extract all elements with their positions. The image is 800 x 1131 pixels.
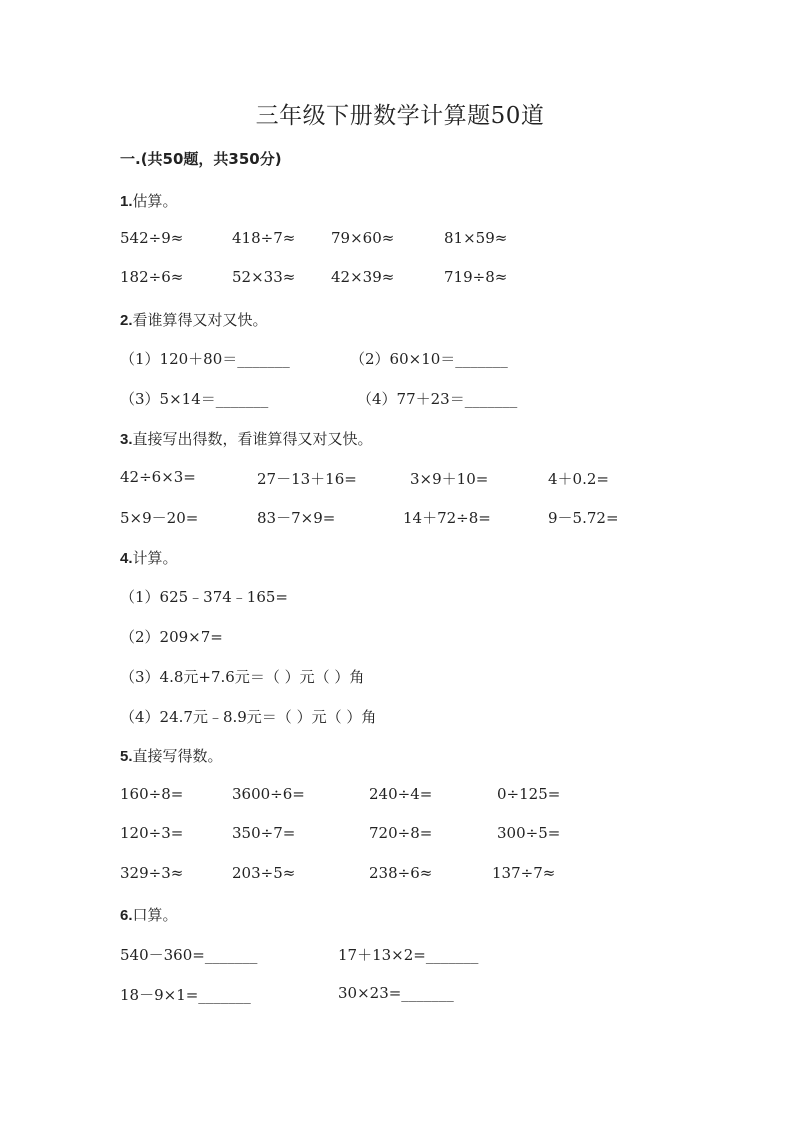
q1-item: 182÷6≈: [120, 268, 184, 286]
q5-item: 238÷6≈: [369, 864, 433, 882]
q4-item: （3）4.8元+7.6元＝（ ）元（ ）角: [120, 668, 365, 686]
question-number: 4.: [120, 550, 133, 567]
q3-item: 14＋72÷8=: [403, 509, 491, 527]
q6-item: 30×23=_______: [338, 984, 454, 1002]
question-6-heading: [120, 904, 178, 925]
q5-item: 720÷8=: [369, 824, 433, 842]
q3-item: 83－7×9=: [257, 509, 336, 527]
q6-item: 540－360=_______: [120, 946, 258, 964]
question-text: 直接写得数。: [132, 747, 223, 765]
q3-item: 4＋0.2=: [548, 470, 609, 488]
question-3-heading: [120, 428, 373, 449]
q4-item: （1）625﹣374﹣165=: [120, 588, 289, 606]
question-4-heading: [120, 547, 178, 568]
q5-item: 203÷5≈: [232, 864, 296, 882]
q1-item: 719÷8≈: [444, 268, 508, 286]
q5-item: 120÷3=: [120, 824, 184, 842]
q2-item: （3）5×14＝_______: [120, 390, 269, 408]
q4-item: （4）24.7元﹣8.9元＝（ ）元（ ）角: [120, 708, 377, 726]
question-text: 看谁算得又对又快。: [132, 311, 268, 329]
q3-item: 42÷6×3=: [120, 468, 196, 486]
question-2-heading: [120, 309, 268, 330]
question-number: 6.: [120, 907, 133, 924]
question-1-heading: [120, 190, 178, 211]
question-text: 计算。: [132, 549, 178, 567]
q1-item: 42×39≈: [331, 268, 395, 286]
q2-item: （1）120＋80＝_______: [120, 350, 290, 368]
q3-item: 9－5.72=: [548, 509, 619, 527]
question-text: 口算。: [132, 906, 178, 924]
q5-item: 350÷7=: [232, 824, 296, 842]
q4-item: （2）209×7=: [120, 628, 223, 646]
q3-item: 27－13＋16=: [257, 470, 357, 488]
q5-item: 240÷4=: [369, 785, 433, 803]
q3-item: 3×9＋10=: [410, 470, 489, 488]
q5-item: 329÷3≈: [120, 864, 184, 882]
question-number: 5.: [120, 748, 133, 765]
q6-item: 17＋13×2=_______: [338, 946, 479, 964]
q1-item: 81×59≈: [444, 229, 508, 247]
q1-item: 542÷9≈: [120, 229, 184, 247]
q1-item: 52×33≈: [232, 268, 296, 286]
q5-item: 137÷7≈: [492, 864, 556, 882]
q5-item: 160÷8=: [120, 785, 184, 803]
question-5-heading: [120, 745, 223, 766]
q3-item: 5×9－20=: [120, 509, 199, 527]
question-number: 2.: [120, 312, 133, 329]
page-title: 三年级下册数学计算题50道: [255, 103, 545, 129]
question-text: 估算。: [132, 192, 178, 210]
q2-item: （4）77＋23＝_______: [357, 390, 518, 408]
q5-item: 300÷5=: [497, 824, 561, 842]
q1-item: 418÷7≈: [232, 229, 296, 247]
q5-item: 3600÷6=: [232, 785, 305, 803]
q5-item: 0÷125=: [497, 785, 561, 803]
question-number: 1.: [120, 193, 133, 210]
section-heading: 一.(共50题，共350分): [120, 150, 282, 168]
question-text: 直接写出得数，看谁算得又对又快。: [132, 430, 373, 448]
q2-item: （2）60×10＝_______: [350, 350, 508, 368]
q1-item: 79×60≈: [331, 229, 395, 247]
question-number: 3.: [120, 431, 133, 448]
q6-item: 18－9×1=_______: [120, 986, 251, 1004]
